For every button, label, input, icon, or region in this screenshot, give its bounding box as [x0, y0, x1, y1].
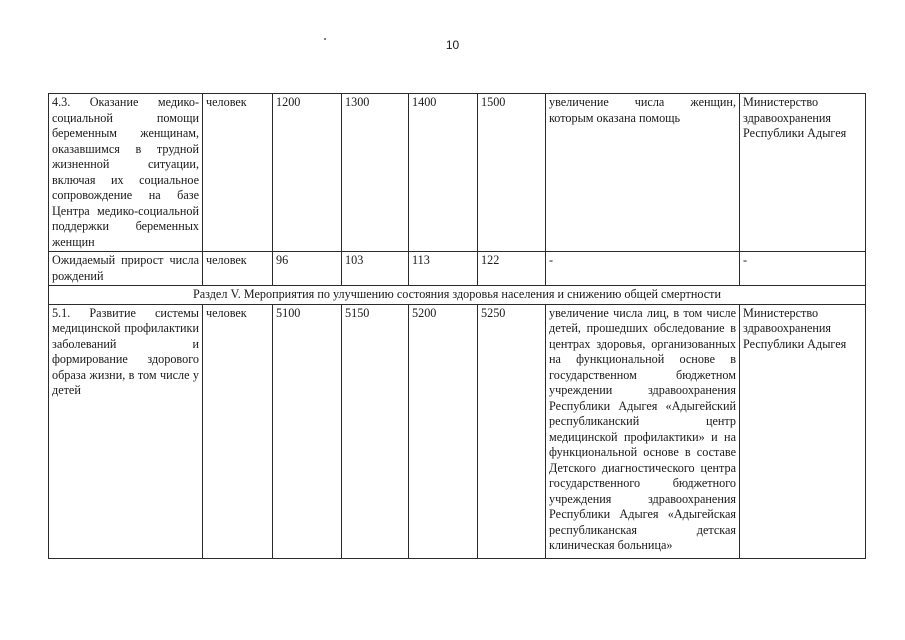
table-row: [49, 304, 866, 558]
activity-cell: 4.3. Оказание медико-социальной помощи беременным женщинам, оказавшимся в трудной жизненной ситуации, включая их социальное сопровождение на базе Центра медико-социальной поддержки беременных женщин: [49, 94, 203, 252]
section-row: [49, 286, 866, 305]
value-cell: 5250: [478, 304, 546, 558]
table-row: [49, 252, 866, 286]
value-cell: 96: [273, 252, 342, 286]
responsible-cell: -: [740, 252, 866, 286]
value-cell: 122: [478, 252, 546, 286]
unit-cell: человек: [203, 94, 273, 252]
value-cell: 113: [409, 252, 478, 286]
result-cell: увеличение числа лиц, в том числе детей, прошедших обследование в центрах здоровья, организованных на функциональной основе в государственном бюджетном учреждении здравоохранения Республики Адыгея «Адыгейский республиканский центр медицинской профилактики» и на функциональной основе в составе Детского диагностического центра государственного бюджетного учреждения здравоохранения Республики Адыгея «Адыгейская республиканская детская клиническая больница»: [546, 304, 740, 558]
unit-cell: человек: [203, 252, 273, 286]
activity-cell: 5.1. Развитие системы медицинской профилактики заболеваний и формирование здорового образа жизни, в том числе у детей: [49, 304, 203, 558]
unit-cell: человек: [203, 304, 273, 558]
value-cell: 5100: [273, 304, 342, 558]
responsible-cell: Министерство здравоохранения Республики Адыгея: [740, 304, 866, 558]
table-row: [49, 94, 866, 252]
value-cell: 5150: [342, 304, 409, 558]
scan-speck: [324, 38, 326, 40]
result-cell: -: [546, 252, 740, 286]
measures-table: [48, 93, 866, 559]
page-number: 10: [445, 38, 460, 52]
activity-cell: Ожидаемый прирост числа рождений: [49, 252, 203, 286]
value-cell: 103: [342, 252, 409, 286]
value-cell: 1400: [409, 94, 478, 252]
value-cell: 5200: [409, 304, 478, 558]
result-cell: увеличение числа женщин, которым оказана помощь: [546, 94, 740, 252]
value-cell: 1200: [273, 94, 342, 252]
value-cell: 1300: [342, 94, 409, 252]
value-cell: 1500: [478, 94, 546, 252]
section-title: Раздел V. Мероприятия по улучшению состояния здоровья населения и снижению общей смертности: [49, 286, 866, 305]
responsible-cell: Министерство здравоохранения Республики Адыгея: [740, 94, 866, 252]
